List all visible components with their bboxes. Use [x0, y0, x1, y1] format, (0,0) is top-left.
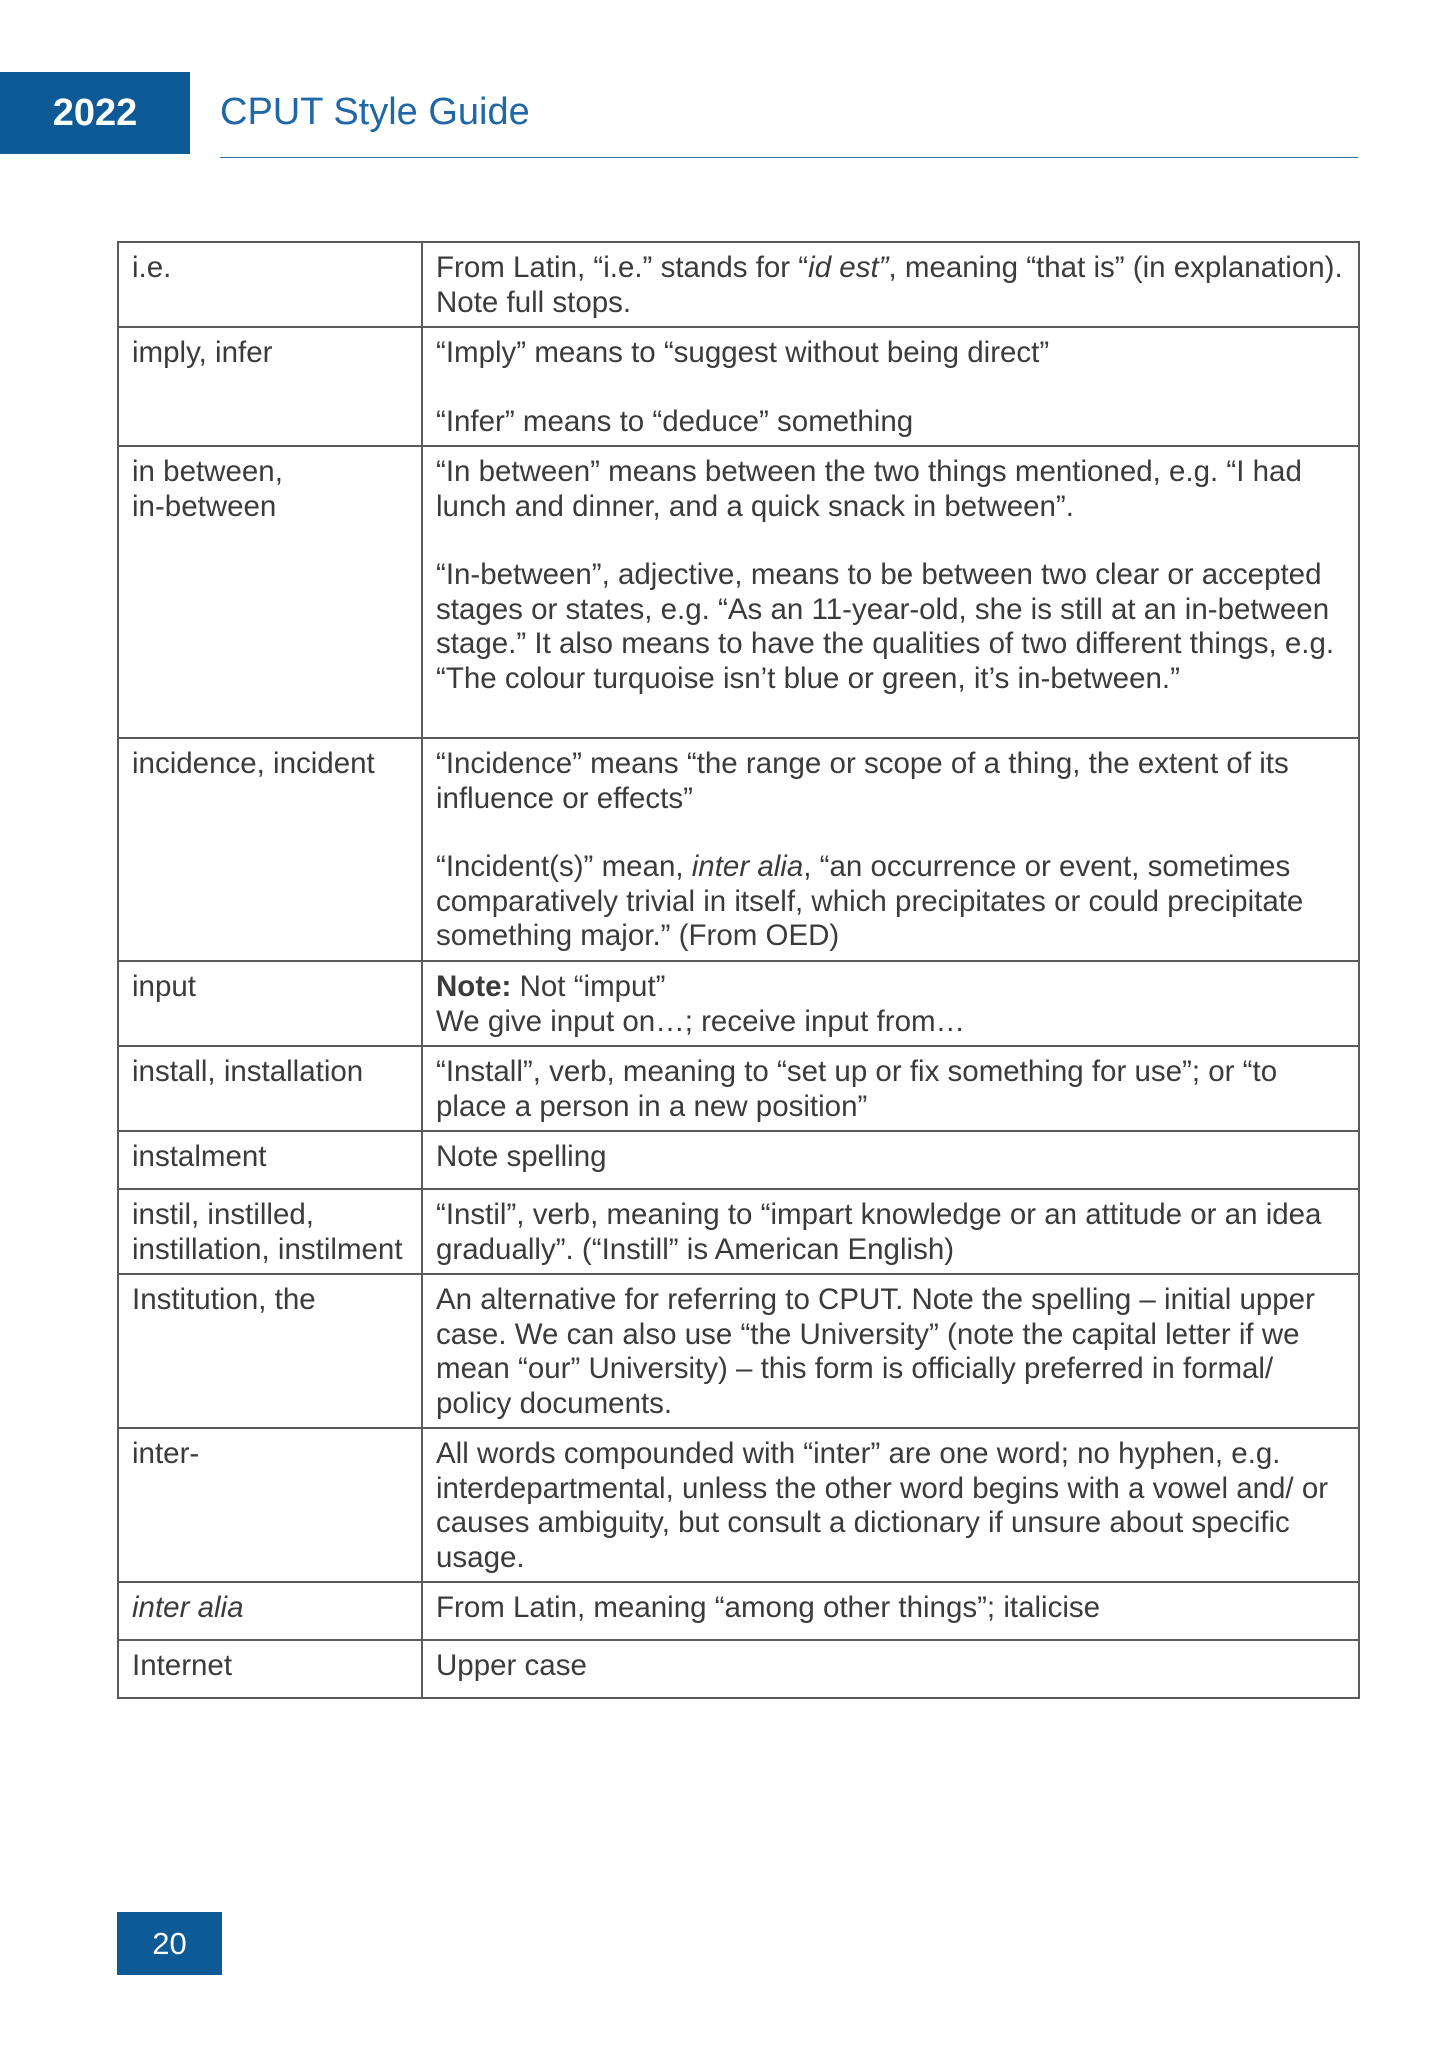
term-text: Internet: [132, 1649, 233, 1682]
definition-text: An alternative for referring to CPUT. Note the spelling – initial upper case. We can also use “the University” (note the capital letter if we mean “our” University) – this form is officially preferred in formal/ policy documents.: [436, 1283, 1315, 1420]
term-cell: [118, 738, 422, 961]
term-text: incidence, incident: [132, 747, 375, 780]
term-text: input: [132, 970, 196, 1003]
definition-cell: [422, 1046, 1359, 1131]
definition-text: Upper case: [436, 1649, 587, 1682]
table-row: [118, 1046, 1359, 1131]
definition-text: “Instil”, verb, meaning to “impart knowledge or an attitude or an idea gradually”. (“Instill” is American English): [436, 1198, 1322, 1266]
definition-cell: [422, 1428, 1359, 1582]
definition-cell: [422, 1189, 1359, 1274]
table-row: [118, 1582, 1359, 1640]
definition-text: “Infer” means to “deduce” something: [436, 404, 914, 438]
term-cell: [118, 327, 422, 446]
definition-text: “Imply” means to “suggest without being direct”: [436, 336, 1050, 369]
term-text: install, installation: [132, 1055, 364, 1088]
header-divider: [220, 157, 1358, 158]
table-row: [118, 1189, 1359, 1274]
term-cell: [118, 1274, 422, 1428]
page-number: 20: [117, 1912, 222, 1975]
definition-text: From Latin, “i.e.” stands for “id est”, meaning “that is” (in explanation). Note full stops.: [436, 251, 1343, 319]
term-cell: [118, 1582, 422, 1640]
definition-cell: [422, 738, 1359, 961]
term-text: instalment: [132, 1140, 267, 1173]
term-cell: [118, 1046, 422, 1131]
term-cell: [118, 1640, 422, 1698]
table-row: [118, 242, 1359, 327]
definition-text: “Incidence” means “the range or scope of a thing, the extent of its influence or effects”: [436, 747, 1289, 815]
table-row: [118, 1428, 1359, 1582]
document-title: CPUT Style Guide: [220, 91, 530, 133]
table-row: [118, 961, 1359, 1046]
definition-text: From Latin, meaning “among other things”; italicise: [436, 1591, 1101, 1624]
definition-text: “In-between”, adjective, means to be between two clear or accepted stages or states, e.g. “As an 11-year-old, she is still at an in-between stage.” It also means to have the qualities of two different things, e.g. “The colour turquoise isn’t blue or green, it’s in-between.”: [436, 558, 1335, 695]
term-text: Institution, the: [132, 1283, 316, 1316]
definition-text: All words compounded with “inter” are one word; no hyphen, e.g. interdepartmental, unless the other word begins with a vowel and/ or causes ambiguity, but consult a dictionary if unsure about specific usage.: [436, 1437, 1329, 1574]
term-text: instillation, instilment: [132, 1232, 403, 1266]
table-row: [118, 446, 1359, 738]
definition-cell: [422, 1640, 1359, 1698]
term-text: i.e.: [132, 251, 172, 284]
term-text: inter-: [132, 1437, 200, 1470]
year-badge: 2022: [0, 72, 190, 154]
term-cell: [118, 961, 422, 1046]
table-row: [118, 1131, 1359, 1189]
definition-cell: [422, 1582, 1359, 1640]
definition-cell: [422, 446, 1359, 738]
term-text: instil, instilled,: [132, 1198, 314, 1231]
definition-cell: [422, 327, 1359, 446]
definition-cell: [422, 961, 1359, 1046]
term-text: inter alia: [132, 1591, 244, 1624]
style-guide-table: [117, 241, 1360, 1699]
term-cell: [118, 446, 422, 738]
term-cell: [118, 1131, 422, 1189]
term-text: in-between: [132, 489, 277, 523]
definition-cell: [422, 242, 1359, 327]
term-cell: [118, 242, 422, 327]
term-text: in between,: [132, 455, 283, 488]
table-row: [118, 1640, 1359, 1698]
table-row: [118, 1274, 1359, 1428]
definition-cell: [422, 1131, 1359, 1189]
definition-text: We give input on…; receive input from…: [436, 1004, 966, 1038]
definition-text: “Incident(s)” mean, inter alia, “an occurrence or event, sometimes comparatively trivial in itself, which precipitates or could precipitate something major.” (From OED): [436, 850, 1304, 952]
definition-text: Note: Not “imput”: [436, 970, 666, 1003]
definition-text: “In between” means between the two things mentioned, e.g. “I had lunch and dinner, and a quick snack in between”.: [436, 455, 1302, 523]
term-text: imply, infer: [132, 336, 273, 369]
definition-cell: [422, 1274, 1359, 1428]
table-row: [118, 738, 1359, 961]
table-row: [118, 327, 1359, 446]
definition-text: “Install”, verb, meaning to “set up or fix something for use”; or “to place a person in a new position”: [436, 1055, 1278, 1123]
term-cell: [118, 1428, 422, 1582]
definition-text: Note spelling: [436, 1140, 607, 1173]
term-cell: [118, 1189, 422, 1274]
